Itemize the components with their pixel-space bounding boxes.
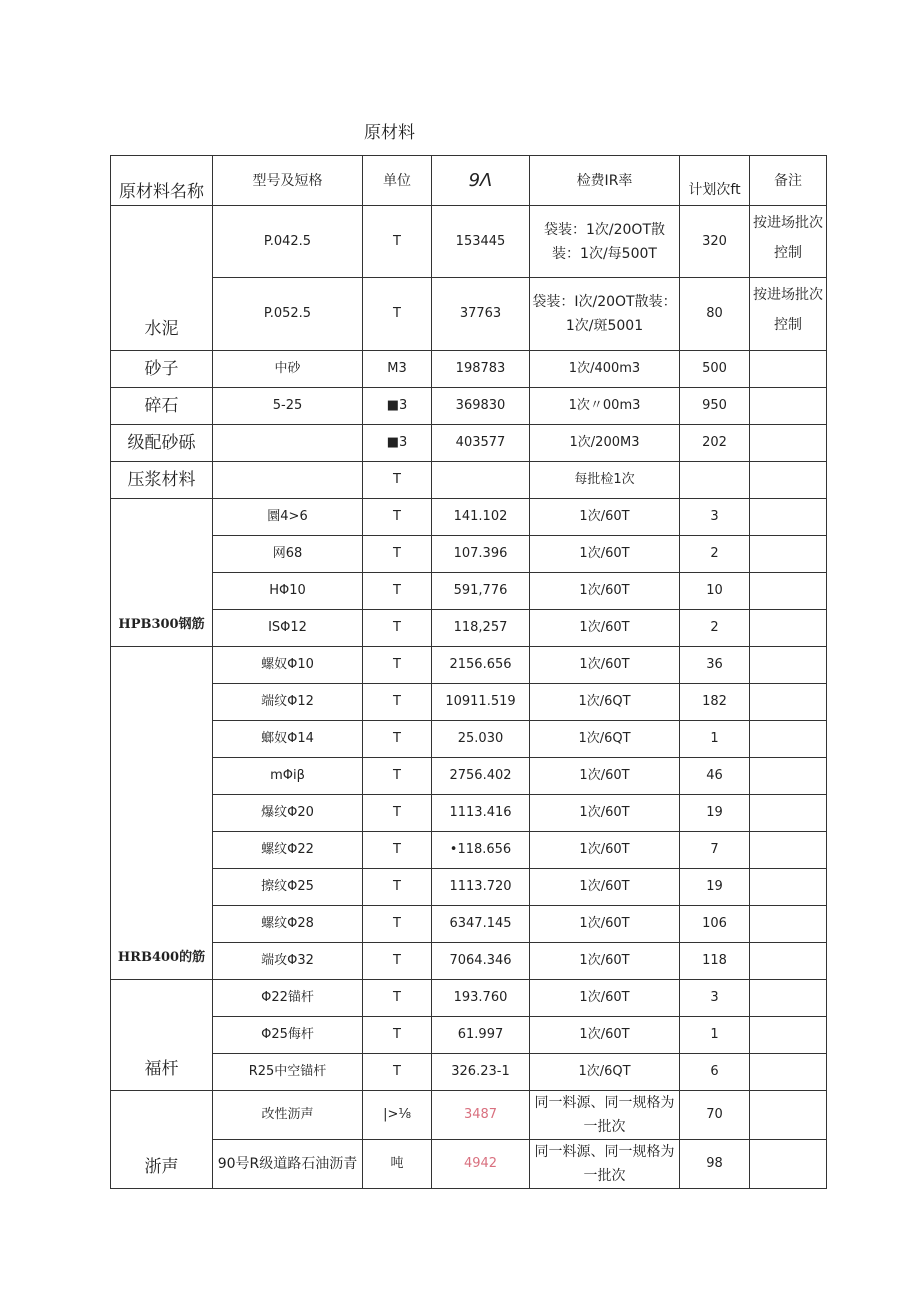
plan-cell: 106 (680, 906, 750, 943)
spec-cell: 螺纹Φ22 (213, 832, 363, 869)
table-row (111, 647, 827, 684)
unit-cell: |>⅛ (363, 1091, 432, 1140)
qty-cell: 25.030 (432, 721, 530, 758)
table-row (111, 462, 827, 499)
qty-cell: 7064.346 (432, 943, 530, 980)
freq-cell: 1次/60T (530, 647, 680, 684)
unit-cell: T (363, 795, 432, 832)
unit-cell: ■3 (363, 425, 432, 462)
table-row (111, 980, 827, 1017)
note-cell (750, 832, 827, 869)
note-cell (750, 647, 827, 684)
freq-cell: 1次/400m3 (530, 351, 680, 388)
plan-cell: 36 (680, 647, 750, 684)
note-cell (750, 721, 827, 758)
unit-cell: T (363, 462, 432, 499)
header-row (111, 156, 827, 206)
note-cell (750, 536, 827, 573)
header-note: 备注 (750, 156, 827, 206)
plan-cell: 500 (680, 351, 750, 388)
unit-cell: T (363, 758, 432, 795)
material-name-cell: 压浆材料 (111, 462, 213, 499)
note-cell (750, 1140, 827, 1189)
spec-cell: 改性沥声 (213, 1091, 363, 1140)
table-row (111, 573, 827, 610)
unit-cell: T (363, 980, 432, 1017)
spec-cell: 端纹Φ12 (213, 684, 363, 721)
table-row (111, 684, 827, 721)
material-name-cell: 浙声 (111, 1091, 213, 1189)
plan-cell: 950 (680, 388, 750, 425)
plan-cell: 6 (680, 1054, 750, 1091)
note-cell (750, 684, 827, 721)
materials-table (110, 155, 827, 1189)
unit-cell: T (363, 536, 432, 573)
qty-cell: 2156.656 (432, 647, 530, 684)
table-row (111, 388, 827, 425)
spec-cell: mΦiβ (213, 758, 363, 795)
document-title: 原材料 (364, 123, 415, 143)
freq-cell: 1次/60T (530, 906, 680, 943)
unit-cell: M3 (363, 351, 432, 388)
freq-cell: 1次〃00m3 (530, 388, 680, 425)
note-cell: 按进场批次控制 (750, 278, 827, 351)
note-cell (750, 1091, 827, 1140)
qty-cell: 1113.720 (432, 869, 530, 906)
qty-cell: 403577 (432, 425, 530, 462)
freq-cell: 1次/60T (530, 573, 680, 610)
plan-cell: 3 (680, 980, 750, 1017)
unit-cell: T (363, 1054, 432, 1091)
material-name-cell: 级配砂砾 (111, 425, 213, 462)
header-spec: 型号及短格 (213, 156, 363, 206)
note-cell (750, 980, 827, 1017)
note-cell (750, 351, 827, 388)
spec-cell: HΦ10 (213, 573, 363, 610)
note-cell: 按进场批次控制 (750, 206, 827, 278)
spec-cell: Φ25侮杆 (213, 1017, 363, 1054)
note-cell (750, 758, 827, 795)
spec-cell (213, 462, 363, 499)
plan-cell: 118 (680, 943, 750, 980)
table-row (111, 278, 827, 351)
header-unit: 单位 (363, 156, 432, 206)
qty-cell: 4942 (432, 1140, 530, 1189)
plan-cell: 3 (680, 499, 750, 536)
freq-cell: 1次/60T (530, 832, 680, 869)
spec-cell: 90号R级道路石油沥青 (213, 1140, 363, 1189)
table-row (111, 721, 827, 758)
qty-cell: 153445 (432, 206, 530, 278)
qty-cell: 326.23-1 (432, 1054, 530, 1091)
unit-cell: T (363, 206, 432, 278)
spec-cell: 擦纹Φ25 (213, 869, 363, 906)
freq-cell: 1次/200M3 (530, 425, 680, 462)
qty-cell: 3487 (432, 1091, 530, 1140)
freq-cell: 1次/60T (530, 795, 680, 832)
table-row (111, 206, 827, 278)
unit-cell: 吨 (363, 1140, 432, 1189)
note-cell (750, 425, 827, 462)
freq-cell: 1次/60T (530, 758, 680, 795)
table-row (111, 610, 827, 647)
freq-cell: 每批检1次 (530, 462, 680, 499)
qty-cell: 37763 (432, 278, 530, 351)
spec-cell: 爆纹Φ20 (213, 795, 363, 832)
qty-cell: 193.760 (432, 980, 530, 1017)
plan-cell: 320 (680, 206, 750, 278)
freq-cell: 1次/60T (530, 499, 680, 536)
plan-cell: 1 (680, 1017, 750, 1054)
note-cell (750, 499, 827, 536)
unit-cell: T (363, 647, 432, 684)
material-name-cell: HPB300钢筋 (111, 499, 213, 647)
note-cell (750, 906, 827, 943)
freq-cell: 1次/60T (530, 980, 680, 1017)
unit-cell: T (363, 278, 432, 351)
table-row (111, 499, 827, 536)
plan-cell: 2 (680, 536, 750, 573)
freq-cell: 同一料源、同一规格为一批次 (530, 1091, 680, 1140)
spec-cell: 螺奴Φ10 (213, 647, 363, 684)
spec-cell: ISΦ12 (213, 610, 363, 647)
table-row (111, 832, 827, 869)
spec-cell: 圜4>6 (213, 499, 363, 536)
note-cell (750, 943, 827, 980)
qty-cell: 10911.519 (432, 684, 530, 721)
spec-cell: P.042.5 (213, 206, 363, 278)
plan-cell: 46 (680, 758, 750, 795)
table-row (111, 758, 827, 795)
qty-cell: 369830 (432, 388, 530, 425)
qty-cell: 107.396 (432, 536, 530, 573)
header-qty: 9Λ (432, 156, 530, 206)
spec-cell: 螺纹Φ28 (213, 906, 363, 943)
unit-cell: T (363, 1017, 432, 1054)
plan-cell: 202 (680, 425, 750, 462)
unit-cell: T (363, 832, 432, 869)
freq-cell: 1次/60T (530, 610, 680, 647)
note-cell (750, 795, 827, 832)
unit-cell: T (363, 906, 432, 943)
spec-cell: 网68 (213, 536, 363, 573)
plan-cell: 7 (680, 832, 750, 869)
freq-cell: 1次/60T (530, 869, 680, 906)
table-row (111, 1140, 827, 1189)
qty-cell: 1113.416 (432, 795, 530, 832)
freq-cell: 1次/6QT (530, 721, 680, 758)
material-name-cell: 水泥 (111, 206, 213, 351)
table-row (111, 351, 827, 388)
unit-cell: T (363, 499, 432, 536)
qty-cell: 141.102 (432, 499, 530, 536)
unit-cell: T (363, 943, 432, 980)
unit-cell: T (363, 684, 432, 721)
spec-cell: R25中空锚杆 (213, 1054, 363, 1091)
plan-cell: 182 (680, 684, 750, 721)
qty-cell: •118.656 (432, 832, 530, 869)
qty-cell: 61.997 (432, 1017, 530, 1054)
freq-cell: 1次/60T (530, 536, 680, 573)
qty-cell: 118,257 (432, 610, 530, 647)
header-plan: 计划次ft (680, 156, 750, 206)
note-cell (750, 462, 827, 499)
note-cell (750, 869, 827, 906)
qty-cell: 198783 (432, 351, 530, 388)
material-name-cell: 砂子 (111, 351, 213, 388)
note-cell (750, 573, 827, 610)
material-name-cell: HRB400的筋 (111, 647, 213, 980)
freq-cell: 1次/6QT (530, 1054, 680, 1091)
plan-cell: 80 (680, 278, 750, 351)
freq-cell: 袋装：I次/20OT散装：1次/斑5001 (530, 278, 680, 351)
table-row (111, 1054, 827, 1091)
table-row (111, 536, 827, 573)
spec-cell: Φ22锚杆 (213, 980, 363, 1017)
qty-cell (432, 462, 530, 499)
plan-cell: 10 (680, 573, 750, 610)
material-name-cell: 福杆 (111, 980, 213, 1091)
unit-cell: ■3 (363, 388, 432, 425)
unit-cell: T (363, 573, 432, 610)
spec-cell: 中砂 (213, 351, 363, 388)
note-cell (750, 1054, 827, 1091)
note-cell (750, 610, 827, 647)
unit-cell: T (363, 721, 432, 758)
table-row (111, 795, 827, 832)
freq-cell: 1次/60T (530, 1017, 680, 1054)
plan-cell: 1 (680, 721, 750, 758)
qty-cell: 6347.145 (432, 906, 530, 943)
plan-cell: 70 (680, 1091, 750, 1140)
plan-cell: 2 (680, 610, 750, 647)
spec-cell (213, 425, 363, 462)
spec-cell: 5-25 (213, 388, 363, 425)
plan-cell (680, 462, 750, 499)
freq-cell: 袋装：1次/20OT散装：1次/每500T (530, 206, 680, 278)
spec-cell: P.052.5 (213, 278, 363, 351)
material-name-cell: 碎石 (111, 388, 213, 425)
qty-cell: 591,776 (432, 573, 530, 610)
freq-cell: 1次/60T (530, 943, 680, 980)
freq-cell: 同一料源、同一规格为一批次 (530, 1140, 680, 1189)
unit-cell: T (363, 610, 432, 647)
table-row (111, 1017, 827, 1054)
note-cell (750, 388, 827, 425)
freq-cell: 1次/6QT (530, 684, 680, 721)
table-row (111, 1091, 827, 1140)
spec-cell: 端攻Φ32 (213, 943, 363, 980)
plan-cell: 98 (680, 1140, 750, 1189)
table-row (111, 906, 827, 943)
spec-cell: 螂奴Φ14 (213, 721, 363, 758)
plan-cell: 19 (680, 869, 750, 906)
qty-cell: 2756.402 (432, 758, 530, 795)
header-freq: 检费IR率 (530, 156, 680, 206)
table-row (111, 869, 827, 906)
header-name: 原材料名称 (111, 156, 213, 206)
plan-cell: 19 (680, 795, 750, 832)
unit-cell: T (363, 869, 432, 906)
table-row (111, 425, 827, 462)
table-row (111, 943, 827, 980)
note-cell (750, 1017, 827, 1054)
